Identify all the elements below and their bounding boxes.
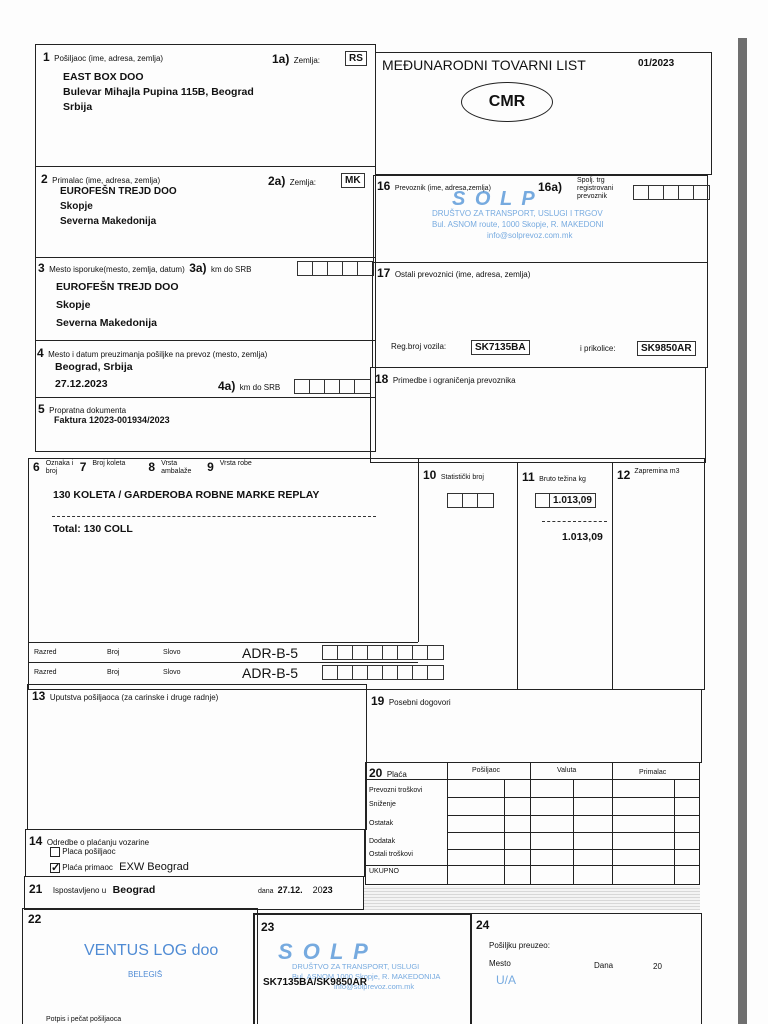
carrier-plates: SK7135BA/SK9850AR [263,977,367,988]
sender-signature-label: Potpis i pečat pošiljaoca [46,1016,122,1023]
field-20-header: 20 Plaća [369,766,407,780]
field-1-header: 1 Pošiljaoc (ime, adresa, zemlja) [43,50,164,64]
sender-stamp-company: VENTUS LOG doo [84,942,219,959]
cmr-logo: CMR [461,82,553,122]
scan-edge [738,38,747,1024]
sender-address: EAST BOX DOO Bulevar Mihajla Pupina 115B, Beograd Srbija [63,71,254,113]
sender-stamp-city: BELEGIŠ [128,970,163,979]
gross-weight-box: 1.013,09 [535,493,596,508]
vehicle-reg-number: SK7135BA [471,340,530,355]
sender-pays-checkbox[interactable] [50,847,60,857]
field-13-header: 13 Uputstva pošiljaoca (za carinske i druge radnje) [32,689,219,703]
payment-col-consignee: Primalac [639,769,667,776]
received-year: 20 [653,962,662,971]
delivery-place: EUROFEŠN TREJD DOO Skopje Severna Makedonija [56,281,179,329]
field-2-header: 2 Primalac (ime, adresa, zemlja) [41,172,161,186]
field-21-header: 21 Ispostavljeno u Beograd [29,882,156,896]
sender-signature-block [22,908,258,1024]
adr-row-1: Razred Broj Slovo ADR-B-5 [34,644,299,661]
consignee-country-code: MK [341,173,365,188]
field-24-number: 24 [476,918,490,932]
pickup-place-date: Beograd, Srbija 27.12.2023 [55,361,133,390]
trailer-reg-number: SK9850AR [637,341,696,356]
payment-col-currency: Valuta [557,767,577,774]
field-18-header: 18 Primedbe i ograničenja prevoznika [375,372,516,386]
carrier-stamp: S O L P DRUŠTVO ZA TRANSPORT, USLUGI I TRGOV Bul. ASNOM route, 1000 Skopje, R. MAKEDONI info@solprevoz.com.mk [432,188,604,240]
sender-country-code: RS [345,51,367,66]
registered-carrier-label: Spolj. trg registrovani prevoznik [577,177,614,200]
goods-description: 130 KOLETA / GARDEROBA ROBNE MARKE REPLAY [53,489,320,501]
document-title: MEĐUNARODNI TOVARNI LIST [382,57,586,73]
field-1a: 1a) Zemlja: [272,52,321,66]
received-date-label: Dana [594,961,614,970]
field-2a: 2a) Zemlja: [268,174,317,188]
payment-col-sender: Pošiljaoc [472,767,501,774]
payment-rows: Prevozni troškovi Sniženje Ostatak Dodatak Ostali troškovi UKUPNO [369,787,423,875]
field-3-km-cells [297,261,374,276]
carrier-signature-stamp: S O L P DRUŠTVO ZA TRANSPORT, USLUGI Bul. ASNOM 1000 Skopje, R. MAKEDONIJA info@solprevoz.com.mk [278,939,441,991]
field-17-header: 17 Ostali prevoznici (ime, adresa, zemlja) [377,266,531,280]
consignee-pays-checkbox[interactable]: ✓ [51,861,61,874]
issued-date: dana 27.12. 20 23 [258,885,333,895]
adr-row-2: Razred Broj Slovo ADR-B-5 [34,664,299,681]
goods-total: Total: 130 COLL [53,523,133,535]
field-16-header: 16 Prevoznik (ime, adresa,zemlja) [377,179,491,193]
payment-option-consignee[interactable]: ✓ Plaća primaoc EXW Beograd [51,861,189,874]
field-19-header: 19 Posebni dogovori [371,694,451,708]
form-number: 01/2023 [638,58,675,69]
field-10-header: 10 Statistički broj [423,468,484,482]
receiver-signature-block [470,913,702,1024]
received-place-label: Mesto [489,959,511,968]
field-4-header: 4 Mesto i datum preuzimanja pošiljke na prevoz (mesto, zemlja) [37,346,268,360]
field-14-header: 14 Odredbe o plaćanju vozarine [29,834,150,848]
goods-headers: 6 Oznaka i broj 7 Broj koleta 8 Vrsta ambalaže 9 Vrsta robe [33,460,252,475]
field-4-km-cells [294,379,371,394]
gross-weight-total: 1.013,09 [562,531,603,543]
received-by-label: Pošiljku preuzeo: [489,941,550,950]
field-5-header: 5 Propratna dokumenta [38,402,127,416]
attached-documents: Faktura 12023-001934/2023 [54,415,170,425]
scan-shade [364,886,700,910]
adr-row-2-cells [322,665,444,680]
field-23-number: 23 [261,920,275,934]
adr-row-1-cells [322,645,444,660]
field-3-header: 3 Mesto isporuke(mesto, zemlja, datum) 3a) km do SRB [38,261,252,275]
statistical-number-cells [447,493,494,508]
payment-option-sender[interactable]: Placa pošiljaoc [50,847,116,857]
trailer-label: i prikolice: [580,344,616,353]
field-12-header: 12 Zapremina m3 [617,468,680,482]
vehicle-reg-label: Reg.broj vozila: [391,342,447,351]
receiver-stamp-fragment: U/A [496,973,517,987]
field-16a: 16a) [538,180,563,194]
sender-instructions-block [27,684,367,830]
field-11-header: 11 Bruto težina kg [522,470,586,484]
consignee-address: EUROFEŠN TREJD DOO Skopje Severna Makedonija [60,186,177,227]
field-4a: 4a) km do SRB [218,379,281,393]
field-22-number: 22 [28,912,42,926]
